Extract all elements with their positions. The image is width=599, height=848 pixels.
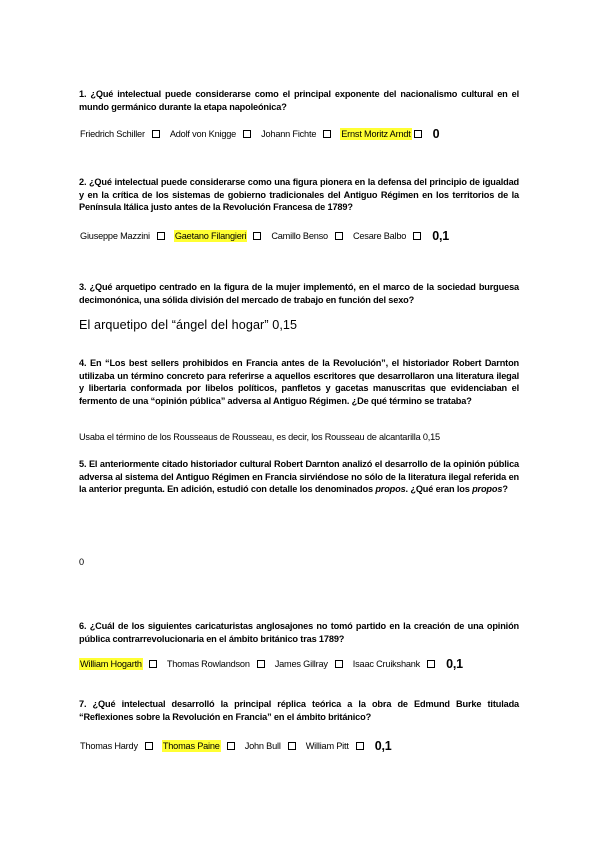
question-2-score: 0,1	[432, 229, 450, 243]
checkbox-icon[interactable]	[149, 660, 157, 668]
checkbox-icon[interactable]	[413, 232, 421, 240]
question-2-options	[79, 229, 539, 243]
checkbox-icon[interactable]	[288, 742, 296, 750]
q7-option-1[interactable]: Thomas Hardy	[79, 740, 153, 752]
question-5-answer: 0	[79, 557, 84, 567]
checkbox-icon[interactable]	[257, 660, 265, 668]
q1-option-2[interactable]: Adolf von Knigge	[169, 128, 251, 140]
q1-option-4[interactable]: Ernst Moritz Arndt	[340, 128, 421, 140]
checkbox-icon[interactable]	[253, 232, 261, 240]
question-3-title: 3. ¿Qué arquetipo centrado en la figura de la mujer implementó, en el marco de la sociedad burguesa decimonónica, una sólida división del mercado de trabajo en función del sexo?	[79, 282, 519, 305]
q2-option-3[interactable]: Camillo Benso	[270, 230, 343, 242]
q2-option-4[interactable]: Cesare Balbo	[352, 230, 421, 242]
q1-option-3[interactable]: Johann Fichte	[260, 128, 331, 140]
question-7-title: 7. ¿Qué intelectual desarrolló la principal réplica teórica a la obra de Edmund Burke titulada “Reflexiones sobre la Revolución en Francia” en el ámbito británico?	[79, 699, 519, 722]
q1-option-1[interactable]: Friedrich Schiller	[79, 128, 160, 140]
q7-option-3[interactable]: John Bull	[244, 740, 296, 752]
question-4-title: 4. En “Los best sellers prohibidos en Francia antes de la Revolución”, el historiador Robert Darnton utilizaba un término concreto para referirse a aquellos escritores que desarrollaron una literatura ilegal y libertaria conformada por libelos políticos, panfletos y gacetas manuscritas que evidenciaban el fermento de una “opinión pública” adversa al Antiguo Régimen. ¿De qué término se trataba?	[79, 358, 519, 406]
checkbox-icon[interactable]	[427, 660, 435, 668]
question-6-options	[79, 657, 539, 671]
q2-option-1[interactable]: Giuseppe Mazzini	[79, 230, 165, 242]
question-6-title: 6. ¿Cuál de los siguientes caricaturistas anglosajones no tomó partido en la creación de una opinión pública contrarrevolucionaria en el ámbito británico tras 1789?	[79, 621, 519, 644]
checkbox-icon[interactable]	[335, 660, 343, 668]
question-7-options	[79, 739, 539, 753]
question-4-answer: Usaba el término de los Rousseaus de Rousseau, es decir, los Rousseau de alcantarilla 0,15	[79, 432, 440, 442]
question-3-answer: El arquetipo del “ángel del hogar” 0,15	[79, 318, 298, 332]
q6-option-1[interactable]: William Hogarth	[79, 658, 157, 670]
q6-option-4[interactable]: Isaac Cruikshank	[352, 658, 435, 670]
question-1-score: 0	[432, 127, 440, 141]
q2-option-2[interactable]: Gaetano Filangieri	[174, 230, 261, 242]
question-1-options	[79, 127, 539, 141]
question-5-title: 5. El anteriormente citado historiador cultural Robert Darnton analizó el desarrollo de la opinión pública adversa al sistema del Antiguo Régimen en Francia sirviéndose no sólo de la literatura ilegal referida en la anterior pregunta. En adición, estudió con detalle los denominados propos. ¿Qué eran los propos?	[79, 459, 519, 495]
q6-option-3[interactable]: James Gillray	[274, 658, 343, 670]
checkbox-icon[interactable]	[152, 130, 160, 138]
checkbox-icon[interactable]	[335, 232, 343, 240]
question-7-score: 0,1	[374, 739, 392, 753]
checkbox-icon[interactable]	[356, 742, 364, 750]
question-6-score: 0,1	[446, 657, 463, 671]
checkbox-icon[interactable]	[157, 232, 165, 240]
checkbox-icon[interactable]	[243, 130, 251, 138]
checkbox-icon[interactable]	[227, 742, 235, 750]
q7-option-4[interactable]: William Pitt	[305, 740, 364, 752]
checkbox-icon[interactable]	[323, 130, 331, 138]
question-2-title: 2. ¿Qué intelectual puede considerarse como una figura pionera en la defensa del principio de igualdad y en la crítica de los sistemas de gobierno tradicionales del Antiguo Régimen en los territorios de la Península Itálica justo antes de la Revolución Francesa de 1789?	[79, 177, 519, 213]
q6-option-2[interactable]: Thomas Rowlandson	[166, 658, 265, 670]
question-1-title: 1. ¿Qué intelectual puede considerarse como el principal exponente del nacionalismo cultural en el mundo germánico durante la etapa napoleónica?	[79, 89, 519, 112]
q7-option-2[interactable]: Thomas Paine	[162, 740, 235, 752]
checkbox-icon[interactable]	[145, 742, 153, 750]
checkbox-icon[interactable]	[414, 130, 422, 138]
